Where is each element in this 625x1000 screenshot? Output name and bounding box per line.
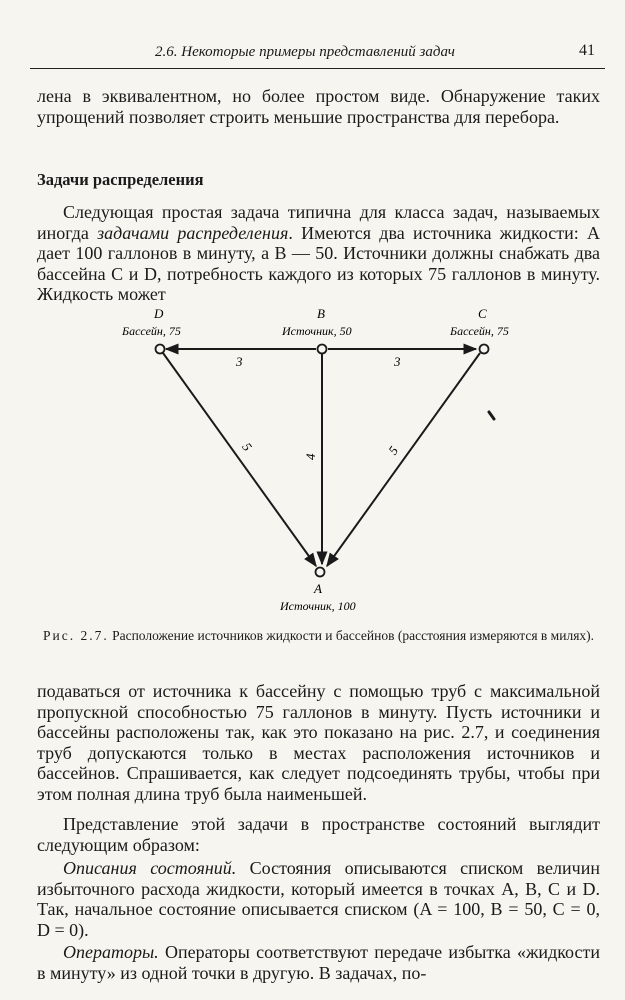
paragraph-state-description bbox=[37, 858, 600, 940]
node-c bbox=[480, 345, 489, 354]
state-description-block bbox=[37, 858, 600, 940]
state-description-text: Состояния описываются списком величин избыточного расхода жидкости, который имеется в точках A, B, C и D. Так, начальное состояние описывается списком (A = 100, B = 50, C = 0, D = 0). bbox=[37, 858, 600, 940]
figure-caption-block bbox=[37, 627, 600, 645]
intro-text-1: Следующая простая задача типична для класса задач, называемых иногда bbox=[37, 202, 600, 243]
edge-d-a-weight: 5 bbox=[239, 439, 256, 454]
node-a-letter: A bbox=[314, 581, 322, 596]
caption-label: Рис. 2.7. bbox=[42, 628, 109, 643]
top-paragraph-block bbox=[37, 86, 600, 127]
node-b-label: Источник, 50 bbox=[282, 324, 352, 338]
page-header bbox=[30, 40, 605, 69]
edge-b-c-weight: 3 bbox=[394, 354, 401, 369]
edge-c-a-weight: 5 bbox=[385, 443, 402, 458]
node-a bbox=[316, 568, 325, 577]
node-c-letter: C bbox=[478, 306, 487, 321]
edge-d-a bbox=[163, 353, 316, 566]
state-description-term: Описания состояний. bbox=[63, 858, 237, 878]
edge-b-a-weight: 4 bbox=[303, 453, 318, 460]
figure-network-diagram bbox=[0, 300, 625, 625]
paragraph-continuation: лена в эквивалентном, но более простом виде. Обнаружение таких упрощений позволяет строить меньшие пространства для перебора. bbox=[37, 86, 600, 127]
section-heading-block bbox=[37, 170, 600, 191]
operators-block bbox=[37, 942, 600, 983]
node-a-label: Источник, 100 bbox=[280, 599, 356, 613]
caption-text: Расположение источников жидкости и бассейнов (расстояния измеряются в милях). bbox=[112, 628, 595, 643]
node-d-label: Бассейн, 75 bbox=[122, 324, 181, 338]
paragraph-state-space: Представление этой задачи в пространстве состояний выглядит следующим образом: bbox=[37, 814, 600, 855]
operators-text: Операторы соответствуют передаче избытка «жидкости в минуту» из одной точки в другую. В задачах, по- bbox=[37, 942, 600, 983]
node-b-letter: B bbox=[317, 306, 325, 321]
node-d-letter: D bbox=[154, 306, 164, 321]
intro-term: задачами распределения bbox=[97, 222, 289, 243]
after-figure-block bbox=[37, 681, 600, 805]
edge-c-a bbox=[327, 353, 480, 566]
page-number: 41 bbox=[579, 42, 595, 59]
node-c-label: Бассейн, 75 bbox=[450, 324, 509, 338]
paragraph-intro bbox=[37, 202, 600, 305]
node-d bbox=[156, 345, 165, 354]
running-title: 2.6. Некоторые примеры представлений задач bbox=[155, 44, 455, 60]
paragraph-operators bbox=[37, 942, 600, 983]
intro-paragraph-block bbox=[37, 202, 600, 305]
figure-caption bbox=[37, 627, 600, 645]
section-heading: Задачи распределения bbox=[37, 170, 204, 189]
node-b bbox=[318, 345, 327, 354]
edge-b-d-weight: 3 bbox=[236, 354, 243, 369]
state-space-block bbox=[37, 814, 600, 855]
operators-term: Операторы. bbox=[63, 942, 159, 962]
intro-text-2: . Имеются два источника жидкости: A дает 100 галлонов в минуту, а B — 50. Источники должны снабжать два бассейна C и D, потребность каждого из которых 75 галлонов в минуту. Жидкость может bbox=[37, 222, 601, 305]
ink-mark bbox=[489, 412, 494, 419]
paragraph-after-figure: подаваться от источника к бассейну с помощью труб с максимальной пропускной способностью 75 галлонов в минуту. Пусть источники и бассейны расположены так, как это показано на рис. 2.7, и соединения труб допускаются только в местах расположения источников и бассейнов. Спрашивается, как следует подсоединять трубы, чтобы при этом полная длина труб была наименьшей. bbox=[37, 681, 600, 804]
